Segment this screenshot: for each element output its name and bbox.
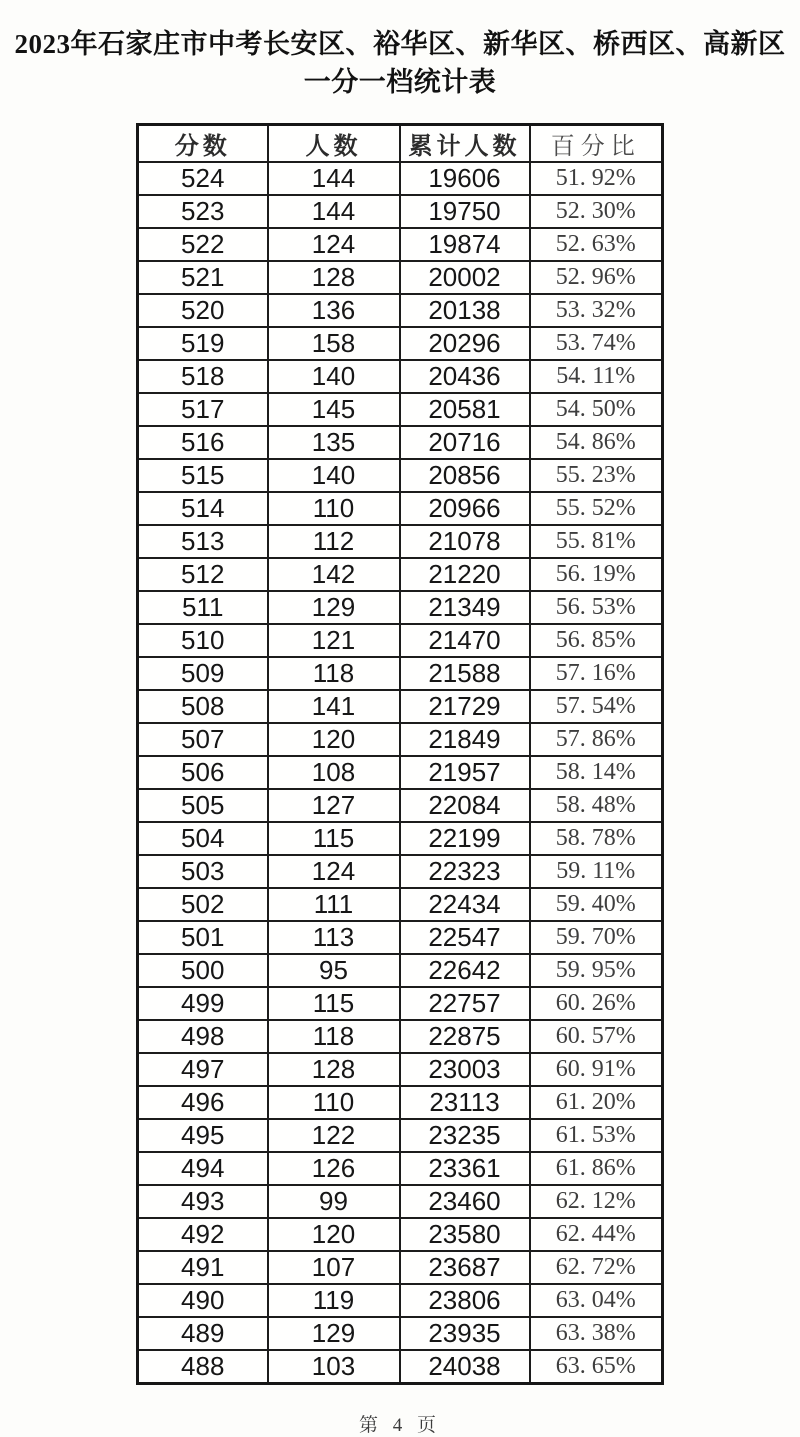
cell-score: 522 (138, 228, 268, 261)
cell-percent: 61. 53% (530, 1119, 663, 1152)
cell-count: 126 (268, 1152, 400, 1185)
table-row (138, 1218, 663, 1251)
table-row (138, 1284, 663, 1317)
cell-score: 508 (138, 690, 268, 723)
cell-percent: 57. 86% (530, 723, 663, 756)
table-row (138, 558, 663, 591)
cell-score: 489 (138, 1317, 268, 1350)
title-line-2: 一分一档统计表 (303, 67, 497, 98)
cell-count: 136 (268, 294, 400, 327)
cell-percent: 57. 54% (530, 690, 663, 723)
cell-cumulative: 19606 (400, 162, 530, 195)
cell-percent: 61. 20% (530, 1086, 663, 1119)
cell-cumulative: 22323 (400, 855, 530, 888)
cell-count: 128 (268, 261, 400, 294)
cell-percent: 53. 74% (530, 327, 663, 360)
cell-cumulative: 21588 (400, 657, 530, 690)
cell-cumulative: 20966 (400, 492, 530, 525)
cell-cumulative: 21220 (400, 558, 530, 591)
cell-cumulative: 22875 (400, 1020, 530, 1053)
cell-percent: 59. 95% (530, 954, 663, 987)
cell-score: 491 (138, 1251, 268, 1284)
cell-count: 121 (268, 624, 400, 657)
table-row (138, 327, 663, 360)
title-line-1: 2023年石家庄市中考长安区、裕华区、新华区、桥西区、高新区 (14, 29, 786, 59)
cell-percent: 59. 70% (530, 921, 663, 954)
cell-percent: 59. 40% (530, 888, 663, 921)
header-score: 分数 (138, 124, 268, 162)
table-row (138, 987, 663, 1020)
cell-score: 497 (138, 1053, 268, 1086)
table-row (138, 1053, 663, 1086)
cell-percent: 60. 91% (530, 1053, 663, 1086)
table-row (138, 393, 663, 426)
cell-percent: 58. 14% (530, 756, 663, 789)
cell-count: 124 (268, 228, 400, 261)
cell-percent: 54. 11% (530, 360, 663, 393)
cell-count: 119 (268, 1284, 400, 1317)
cell-score: 520 (138, 294, 268, 327)
table-row (138, 261, 663, 294)
cell-score: 506 (138, 756, 268, 789)
cell-percent: 62. 12% (530, 1185, 663, 1218)
cell-score: 505 (138, 789, 268, 822)
cell-cumulative: 23460 (400, 1185, 530, 1218)
table-row (138, 162, 663, 195)
cell-score: 501 (138, 921, 268, 954)
cell-score: 513 (138, 525, 268, 558)
cell-score: 524 (138, 162, 268, 195)
cell-cumulative: 20856 (400, 459, 530, 492)
cell-cumulative: 19874 (400, 228, 530, 261)
header-count: 人数 (268, 124, 400, 162)
table-row (138, 1317, 663, 1350)
cell-count: 120 (268, 723, 400, 756)
cell-count: 140 (268, 459, 400, 492)
cell-count: 145 (268, 393, 400, 426)
table-row (138, 855, 663, 888)
cell-score: 500 (138, 954, 268, 987)
cell-percent: 62. 72% (530, 1251, 663, 1284)
page-title (0, 25, 800, 102)
cell-count: 112 (268, 525, 400, 558)
cell-score: 492 (138, 1218, 268, 1251)
cell-percent: 63. 38% (530, 1317, 663, 1350)
cell-percent: 55. 52% (530, 492, 663, 525)
table-row (138, 426, 663, 459)
cell-percent: 55. 23% (530, 459, 663, 492)
cell-count: 118 (268, 657, 400, 690)
cell-cumulative: 20002 (400, 261, 530, 294)
cell-score: 493 (138, 1185, 268, 1218)
cell-score: 490 (138, 1284, 268, 1317)
cell-cumulative: 21470 (400, 624, 530, 657)
cell-percent: 61. 86% (530, 1152, 663, 1185)
cell-cumulative: 23361 (400, 1152, 530, 1185)
table-row (138, 1350, 663, 1384)
cell-percent: 54. 86% (530, 426, 663, 459)
cell-count: 144 (268, 162, 400, 195)
cell-score: 516 (138, 426, 268, 459)
cell-count: 129 (268, 1317, 400, 1350)
cell-score: 518 (138, 360, 268, 393)
cell-percent: 56. 53% (530, 591, 663, 624)
cell-score: 510 (138, 624, 268, 657)
cell-cumulative: 23113 (400, 1086, 530, 1119)
cell-score: 495 (138, 1119, 268, 1152)
cell-count: 107 (268, 1251, 400, 1284)
cell-cumulative: 23687 (400, 1251, 530, 1284)
cell-percent: 63. 04% (530, 1284, 663, 1317)
table-header-row (138, 124, 663, 162)
cell-count: 128 (268, 1053, 400, 1086)
cell-score: 515 (138, 459, 268, 492)
cell-count: 144 (268, 195, 400, 228)
cell-percent: 52. 63% (530, 228, 663, 261)
table-row (138, 228, 663, 261)
table-row (138, 1119, 663, 1152)
cell-score: 502 (138, 888, 268, 921)
cell-percent: 62. 44% (530, 1218, 663, 1251)
cell-cumulative: 21849 (400, 723, 530, 756)
table-row (138, 591, 663, 624)
cell-count: 113 (268, 921, 400, 954)
table-row (138, 756, 663, 789)
cell-percent: 60. 26% (530, 987, 663, 1020)
table-row (138, 822, 663, 855)
cell-cumulative: 21078 (400, 525, 530, 558)
cell-percent: 52. 30% (530, 195, 663, 228)
table-row (138, 294, 663, 327)
cell-cumulative: 21729 (400, 690, 530, 723)
cell-score: 514 (138, 492, 268, 525)
cell-score: 512 (138, 558, 268, 591)
table-row (138, 1152, 663, 1185)
cell-cumulative: 23935 (400, 1317, 530, 1350)
cell-cumulative: 22757 (400, 987, 530, 1020)
cell-percent: 56. 85% (530, 624, 663, 657)
cell-cumulative: 23003 (400, 1053, 530, 1086)
cell-score: 503 (138, 855, 268, 888)
table-row (138, 954, 663, 987)
cell-cumulative: 22547 (400, 921, 530, 954)
cell-count: 103 (268, 1350, 400, 1384)
cell-score: 498 (138, 1020, 268, 1053)
cell-count: 122 (268, 1119, 400, 1152)
table-body (138, 162, 663, 1384)
score-distribution-table (136, 123, 664, 1385)
cell-cumulative: 20296 (400, 327, 530, 360)
page-number: 第 4 页 (358, 1414, 441, 1436)
table-row (138, 195, 663, 228)
cell-count: 142 (268, 558, 400, 591)
cell-score: 511 (138, 591, 268, 624)
cell-percent: 52. 96% (530, 261, 663, 294)
table-row (138, 888, 663, 921)
cell-cumulative: 22084 (400, 789, 530, 822)
cell-count: 129 (268, 591, 400, 624)
cell-score: 496 (138, 1086, 268, 1119)
cell-score: 509 (138, 657, 268, 690)
cell-percent: 57. 16% (530, 657, 663, 690)
cell-percent: 53. 32% (530, 294, 663, 327)
table-row (138, 723, 663, 756)
table-row (138, 360, 663, 393)
cell-count: 141 (268, 690, 400, 723)
cell-count: 127 (268, 789, 400, 822)
cell-score: 521 (138, 261, 268, 294)
table-row (138, 789, 663, 822)
table-row (138, 690, 663, 723)
cell-percent: 51. 92% (530, 162, 663, 195)
cell-cumulative: 21957 (400, 756, 530, 789)
cell-count: 108 (268, 756, 400, 789)
header-percent: 百分比 (530, 124, 663, 162)
table-row (138, 1185, 663, 1218)
cell-count: 124 (268, 855, 400, 888)
table-row (138, 1020, 663, 1053)
table-row (138, 492, 663, 525)
cell-cumulative: 22199 (400, 822, 530, 855)
cell-count: 115 (268, 822, 400, 855)
cell-count: 120 (268, 1218, 400, 1251)
cell-cumulative: 20581 (400, 393, 530, 426)
cell-cumulative: 23235 (400, 1119, 530, 1152)
cell-cumulative: 23806 (400, 1284, 530, 1317)
cell-count: 140 (268, 360, 400, 393)
cell-cumulative: 21349 (400, 591, 530, 624)
cell-percent: 63. 65% (530, 1350, 663, 1384)
cell-cumulative: 24038 (400, 1350, 530, 1384)
table-row (138, 657, 663, 690)
cell-cumulative: 23580 (400, 1218, 530, 1251)
cell-percent: 59. 11% (530, 855, 663, 888)
cell-count: 110 (268, 492, 400, 525)
cell-score: 504 (138, 822, 268, 855)
header-cumulative: 累计人数 (400, 124, 530, 162)
cell-count: 135 (268, 426, 400, 459)
cell-percent: 58. 48% (530, 789, 663, 822)
cell-count: 99 (268, 1185, 400, 1218)
cell-score: 523 (138, 195, 268, 228)
cell-cumulative: 20436 (400, 360, 530, 393)
cell-count: 95 (268, 954, 400, 987)
cell-cumulative: 22434 (400, 888, 530, 921)
cell-cumulative: 19750 (400, 195, 530, 228)
cell-percent: 55. 81% (530, 525, 663, 558)
cell-percent: 58. 78% (530, 822, 663, 855)
table-row (138, 459, 663, 492)
cell-count: 110 (268, 1086, 400, 1119)
cell-count: 158 (268, 327, 400, 360)
table-row (138, 624, 663, 657)
cell-score: 494 (138, 1152, 268, 1185)
cell-score: 519 (138, 327, 268, 360)
cell-count: 118 (268, 1020, 400, 1053)
cell-cumulative: 22642 (400, 954, 530, 987)
table-row (138, 1086, 663, 1119)
cell-score: 507 (138, 723, 268, 756)
cell-percent: 54. 50% (530, 393, 663, 426)
cell-score: 499 (138, 987, 268, 1020)
cell-cumulative: 20138 (400, 294, 530, 327)
cell-count: 115 (268, 987, 400, 1020)
cell-score: 488 (138, 1350, 268, 1384)
cell-score: 517 (138, 393, 268, 426)
table-row (138, 525, 663, 558)
cell-cumulative: 20716 (400, 426, 530, 459)
cell-percent: 60. 57% (530, 1020, 663, 1053)
table-row (138, 1251, 663, 1284)
cell-percent: 56. 19% (530, 558, 663, 591)
cell-count: 111 (268, 888, 400, 921)
table-row (138, 921, 663, 954)
